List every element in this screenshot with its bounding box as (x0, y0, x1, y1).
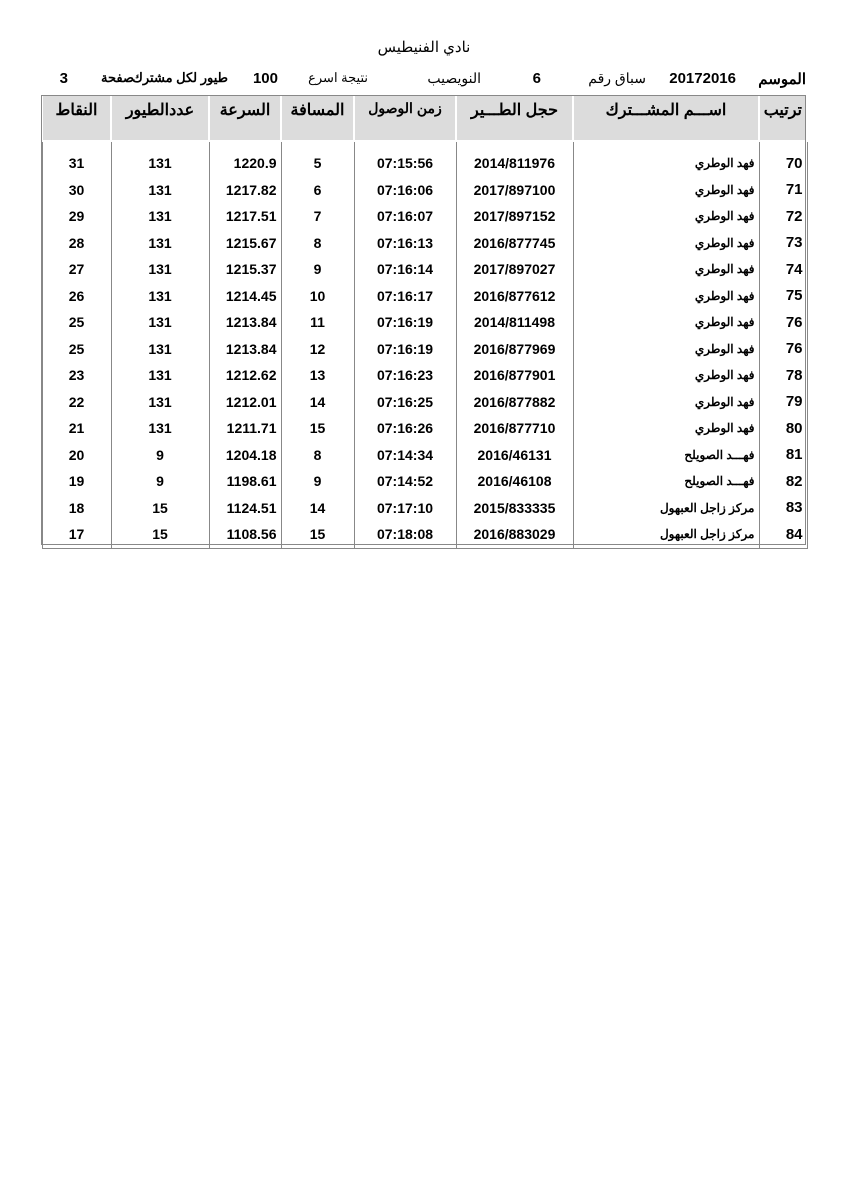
cell-speed: 1212.01 (209, 389, 281, 416)
cell-arrival: 07:16:23 (354, 362, 456, 389)
cell-ring: 2017/897100 (456, 177, 573, 204)
cell-name: فهـــد الصويلح (573, 468, 759, 495)
cell-points: 20 (42, 442, 111, 469)
cell-ring: 2016/877710 (456, 415, 573, 442)
table-row (42, 389, 807, 416)
cell-ring: 2014/811976 (456, 150, 573, 177)
cell-birds: 131 (111, 362, 209, 389)
cell-arrival: 07:16:19 (354, 309, 456, 336)
cell-name: فهد الوطري (573, 362, 759, 389)
cell-arrival: 07:17:10 (354, 495, 456, 522)
cell-speed: 1215.67 (209, 230, 281, 257)
cell-speed: 1220.9 (209, 150, 281, 177)
table-row (42, 521, 807, 548)
cell-rank: 76 (759, 336, 807, 363)
header-arrival: زمن الوصول (354, 96, 456, 142)
cell-rank: 79 (759, 389, 807, 416)
header-birds: عددالطيور (111, 96, 209, 142)
cell-birds: 131 (111, 283, 209, 310)
cell-name: فهد الوطري (573, 203, 759, 230)
cell-rank: 84 (759, 521, 807, 548)
cell-birds: 131 (111, 415, 209, 442)
cell-speed: 1215.37 (209, 256, 281, 283)
spacer-row (42, 141, 807, 150)
table-row (42, 362, 807, 389)
cell-ring: 2016/877901 (456, 362, 573, 389)
club-title: نادي الفنيطيس (377, 39, 471, 56)
table-row (42, 415, 807, 442)
cell-arrival: 07:16:19 (354, 336, 456, 363)
cell-points: 25 (42, 309, 111, 336)
table-row (42, 150, 807, 177)
cell-speed: 1204.18 (209, 442, 281, 469)
cell-ring: 2016/46131 (456, 442, 573, 469)
cell-birds: 15 (111, 495, 209, 522)
cell-name: فهد الوطري (573, 150, 759, 177)
cell-ring: 2017/897152 (456, 203, 573, 230)
cell-points: 19 (42, 468, 111, 495)
cell-speed: 1198.61 (209, 468, 281, 495)
cell-rank: 80 (759, 415, 807, 442)
cell-points: 21 (42, 415, 111, 442)
cell-arrival: 07:15:56 (354, 150, 456, 177)
cell-distance: 7 (281, 203, 354, 230)
cell-ring: 2016/877882 (456, 389, 573, 416)
race-label: سباق رقم (588, 70, 646, 86)
cell-distance: 10 (281, 283, 354, 310)
birds-per-member-label: طيور لكل مشترك (132, 70, 228, 85)
cell-rank: 70 (759, 150, 807, 177)
results-table (41, 95, 808, 549)
cell-speed: 1214.45 (209, 283, 281, 310)
cell-speed: 1213.84 (209, 309, 281, 336)
header-distance: المسافة (281, 96, 354, 142)
table-row (42, 256, 807, 283)
cell-speed: 1217.51 (209, 203, 281, 230)
cell-birds: 131 (111, 150, 209, 177)
table-row (42, 336, 807, 363)
cell-name: فهد الوطري (573, 389, 759, 416)
cell-ring: 2016/46108 (456, 468, 573, 495)
cell-ring: 2016/877969 (456, 336, 573, 363)
cell-distance: 13 (281, 362, 354, 389)
cell-name: فهد الوطري (573, 336, 759, 363)
cell-rank: 73 (759, 230, 807, 257)
cell-name: فهد الوطري (573, 177, 759, 204)
cell-birds: 131 (111, 230, 209, 257)
cell-points: 23 (42, 362, 111, 389)
header-rank: ترتيب (759, 96, 807, 142)
cell-name: مركز زاجل العبهول (573, 495, 759, 522)
cell-rank: 71 (759, 177, 807, 204)
cell-distance: 14 (281, 495, 354, 522)
cell-arrival: 07:16:06 (354, 177, 456, 204)
cell-distance: 11 (281, 309, 354, 336)
cell-arrival: 07:14:34 (354, 442, 456, 469)
cell-ring: 2017/897027 (456, 256, 573, 283)
cell-arrival: 07:16:14 (354, 256, 456, 283)
cell-points: 18 (42, 495, 111, 522)
page-number: 3 (59, 70, 68, 87)
header-points: النقاط (42, 96, 111, 142)
table-row (42, 203, 807, 230)
cell-points: 31 (42, 150, 111, 177)
cell-distance: 8 (281, 442, 354, 469)
cell-name: فهـــد الصويلح (573, 442, 759, 469)
table-row (42, 177, 807, 204)
cell-speed: 1217.82 (209, 177, 281, 204)
cell-arrival: 07:16:17 (354, 283, 456, 310)
cell-ring: 2016/883029 (456, 521, 573, 548)
cell-ring: 2014/811498 (456, 309, 573, 336)
cell-distance: 14 (281, 389, 354, 416)
cell-points: 22 (42, 389, 111, 416)
cell-birds: 9 (111, 442, 209, 469)
cell-name: فهد الوطري (573, 309, 759, 336)
cell-birds: 131 (111, 336, 209, 363)
table-header-row (42, 96, 807, 142)
cell-distance: 15 (281, 415, 354, 442)
cell-distance: 15 (281, 521, 354, 548)
cell-rank: 72 (759, 203, 807, 230)
cell-points: 28 (42, 230, 111, 257)
cell-ring: 2016/877745 (456, 230, 573, 257)
cell-rank: 78 (759, 362, 807, 389)
race-name: النويصيب (427, 70, 481, 86)
cell-arrival: 07:14:52 (354, 468, 456, 495)
cell-points: 30 (42, 177, 111, 204)
cell-points: 17 (42, 521, 111, 548)
cell-arrival: 07:16:07 (354, 203, 456, 230)
header-speed: السرعة (209, 96, 281, 142)
cell-name: مركز زاجل العبهول (573, 521, 759, 548)
race-info-line (42, 70, 806, 92)
cell-name: فهد الوطري (573, 230, 759, 257)
fastest-count: 100 (252, 70, 278, 87)
page-label: صفحة (101, 70, 134, 85)
cell-arrival: 07:16:13 (354, 230, 456, 257)
result-label: نتيجة اسرع (308, 70, 368, 85)
cell-birds: 131 (111, 389, 209, 416)
cell-distance: 6 (281, 177, 354, 204)
cell-birds: 9 (111, 468, 209, 495)
cell-name: فهد الوطري (573, 415, 759, 442)
cell-ring: 2015/833335 (456, 495, 573, 522)
cell-arrival: 07:18:08 (354, 521, 456, 548)
cell-rank: 74 (759, 256, 807, 283)
table-row (42, 442, 807, 469)
cell-points: 25 (42, 336, 111, 363)
cell-name: فهد الوطري (573, 256, 759, 283)
season-label: الموسم (758, 71, 806, 88)
race-number: 6 (532, 70, 541, 87)
cell-rank: 82 (759, 468, 807, 495)
cell-arrival: 07:16:26 (354, 415, 456, 442)
header-name: اســـم المشـــترك (573, 96, 759, 142)
cell-birds: 131 (111, 309, 209, 336)
cell-birds: 131 (111, 177, 209, 204)
cell-speed: 1213.84 (209, 336, 281, 363)
cell-distance: 8 (281, 230, 354, 257)
cell-distance: 9 (281, 468, 354, 495)
cell-birds: 15 (111, 521, 209, 548)
cell-birds: 131 (111, 256, 209, 283)
cell-speed: 1108.56 (209, 521, 281, 548)
cell-rank: 75 (759, 283, 807, 310)
cell-rank: 76 (759, 309, 807, 336)
cell-distance: 12 (281, 336, 354, 363)
cell-points: 26 (42, 283, 111, 310)
table-row (42, 230, 807, 257)
cell-rank: 81 (759, 442, 807, 469)
cell-speed: 1124.51 (209, 495, 281, 522)
table-row (42, 468, 807, 495)
cell-distance: 5 (281, 150, 354, 177)
cell-rank: 83 (759, 495, 807, 522)
cell-ring: 2016/877612 (456, 283, 573, 310)
season-value: 20172016 (669, 70, 736, 87)
cell-points: 29 (42, 203, 111, 230)
cell-speed: 1211.71 (209, 415, 281, 442)
cell-speed: 1212.62 (209, 362, 281, 389)
table-row (42, 495, 807, 522)
header-ring: حجل الطـــير (456, 96, 573, 142)
cell-arrival: 07:16:25 (354, 389, 456, 416)
cell-birds: 131 (111, 203, 209, 230)
table-row (42, 283, 807, 310)
table-row (42, 309, 807, 336)
cell-distance: 9 (281, 256, 354, 283)
cell-name: فهد الوطري (573, 283, 759, 310)
cell-points: 27 (42, 256, 111, 283)
